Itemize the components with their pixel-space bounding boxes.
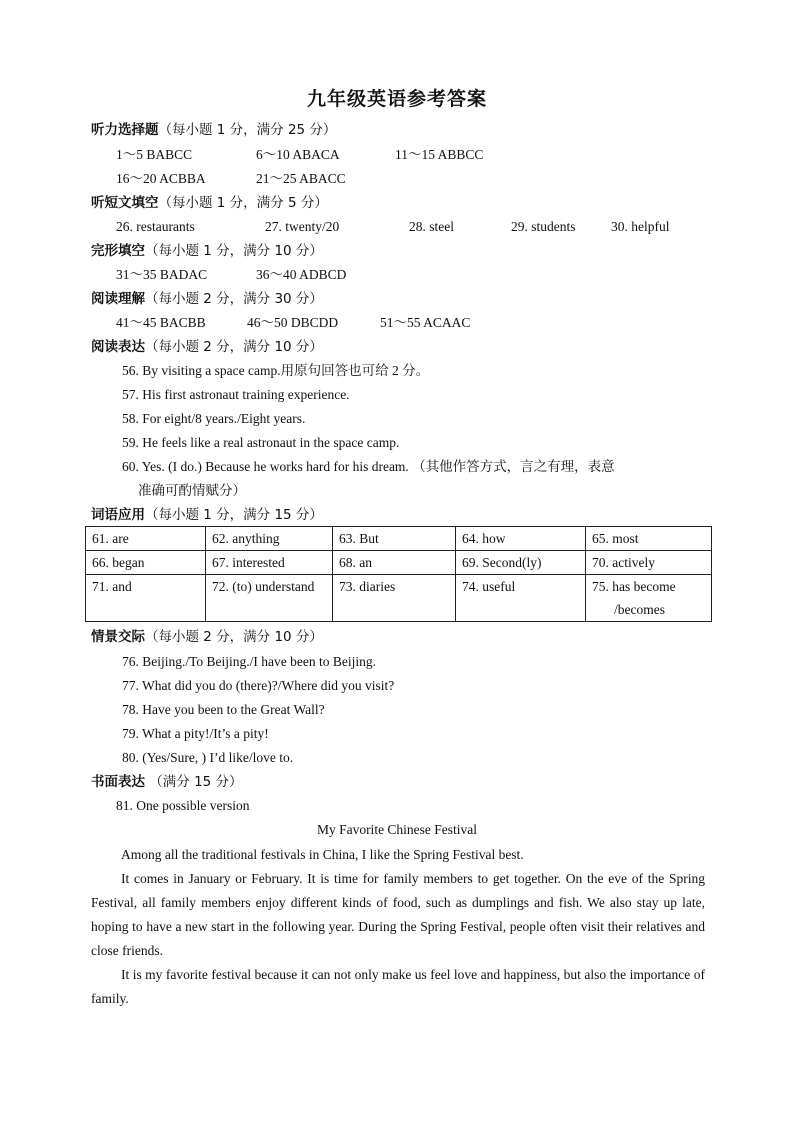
section-reading-expression	[91, 336, 323, 358]
section-heading: 阅读理解	[91, 291, 145, 307]
table-cell: 74. useful	[456, 575, 586, 622]
table-cell: 72. (to) understand	[206, 575, 333, 622]
section-score: （每小题 2 分，满分 10 分）	[145, 629, 323, 645]
essay-paragraph: Among all the traditional festivals in China, I like the Spring Festival best.	[121, 847, 524, 862]
answer-group: 31～35 BADAC	[116, 267, 208, 282]
section-writing	[91, 771, 243, 793]
answer-line: 56. By visiting a space camp.用原句回答也可给 2 分。	[122, 363, 430, 378]
answer-group: 1～5 BABCC	[116, 147, 193, 162]
answer-line: 80. (Yes/Sure, ) I’d like/love to.	[122, 750, 294, 765]
table-cell: 71. and	[86, 575, 206, 622]
section-heading: 听力选择题	[91, 122, 159, 138]
section-heading: 完形填空	[91, 243, 145, 259]
answer-item: 30. helpful	[611, 219, 670, 234]
answer-line: 79. What a pity!/It’s a pity!	[122, 726, 269, 741]
table-cell: 63. But	[333, 527, 456, 551]
table-row	[86, 551, 712, 575]
answer-line: 59. He feels like a real astronaut in the space camp.	[122, 435, 400, 450]
answer-row	[0, 312, 794, 334]
table-cell: 64. how	[456, 527, 586, 551]
table-cell-75	[586, 575, 712, 622]
table-cell: 73. diaries	[333, 575, 456, 622]
table-cell: 69. Second(ly)	[456, 551, 586, 575]
section-word-usage	[91, 504, 323, 526]
answer-row	[0, 216, 794, 238]
table-row	[86, 575, 712, 622]
section-heading: 阅读表达	[91, 339, 145, 355]
section-listening-choice	[91, 119, 336, 141]
section-score: （满分 15 分）	[145, 774, 243, 790]
table-cell: 70. actively	[586, 551, 712, 575]
page-title: 九年级英语参考答案	[306, 88, 487, 110]
section-score: （每小题 2 分，满分 10 分）	[145, 339, 323, 355]
section-score: （每小题 1 分，满分 25 分）	[158, 122, 337, 138]
answer-group: 11～15 ABBCC	[395, 147, 484, 162]
answer-item: 27. twenty/20	[265, 219, 340, 234]
cell-second-line: /becomes	[614, 602, 665, 617]
table-cell: 62. anything	[206, 527, 333, 551]
section-score: （每小题 2 分，满分 30 分）	[145, 291, 323, 307]
cell-first-line: 75. has become	[592, 579, 676, 594]
table-row	[86, 527, 712, 551]
answer-group: 16～20 ACBBA	[116, 171, 206, 186]
answer-item: 28. steel	[409, 219, 454, 234]
answer-line: 78. Have you been to the Great Wall?	[122, 702, 325, 717]
section-cloze	[91, 240, 323, 262]
answer-row	[0, 168, 794, 190]
table-cell: 65. most	[586, 527, 712, 551]
essay-body	[91, 843, 705, 1011]
answer-row	[0, 264, 794, 286]
answer-row	[0, 144, 794, 166]
answer-line: 60. Yes. (I do.) Because he works hard for his dream. （其他作答方式，言之有理，表意	[122, 459, 615, 474]
section-score: （每小题 1 分，满分 15 分）	[145, 507, 323, 523]
section-heading: 书面表达	[91, 774, 145, 790]
section-heading: 听短文填空	[91, 195, 159, 211]
answer-group: 21～25 ABACC	[256, 171, 346, 186]
answer-line: 58. For eight/8 years./Eight years.	[122, 411, 306, 426]
answer-group: 6～10 ABACA	[256, 147, 340, 162]
section-score: （每小题 1 分，满分 5 分）	[158, 195, 328, 211]
section-heading: 词语应用	[91, 507, 145, 523]
answer-line: 76. Beijing./To Beijing./I have been to Beijing.	[122, 654, 377, 669]
answer-item: 26. restaurants	[116, 219, 195, 234]
sample-version-label: 81. One possible version	[116, 798, 250, 813]
essay-title: My Favorite Chinese Festival	[316, 822, 478, 837]
section-heading: 情景交际	[91, 629, 145, 645]
answer-line-continuation: 准确可酌情赋分）	[138, 483, 246, 499]
section-situational	[91, 626, 323, 648]
answer-line: 57. His first astronaut training experience.	[122, 387, 350, 402]
section-score: （每小题 1 分，满分 10 分）	[145, 243, 323, 259]
answer-item: 29. students	[511, 219, 576, 234]
answer-line: 77. What did you do (there)?/Where did you visit?	[122, 678, 395, 693]
essay-paragraph: It is my favorite festival because it can not only make us feel love and happiness, but also the importance of family.	[91, 967, 705, 1006]
section-reading	[91, 288, 323, 310]
table-cell: 68. an	[333, 551, 456, 575]
answer-group: 41～45 BACBB	[116, 315, 206, 330]
table-cell: 61. are	[86, 527, 206, 551]
answer-group: 36～40 ADBCD	[256, 267, 347, 282]
essay-paragraph: It comes in January or February. It is time for family members to get together. On the eve of the Spring Festival, all family members enjoy different kinds of food, such as dumplings and fish. We also stay up late, hoping to have a new start in the following year. During the Spring Festival, people often visit their relatives and close friends.	[91, 871, 705, 958]
table-cell: 66. began	[86, 551, 206, 575]
word-usage-table	[85, 526, 712, 622]
answer-group: 51～55 ACAAC	[380, 315, 471, 330]
answer-group: 46～50 DBCDD	[247, 315, 339, 330]
section-short-fill	[91, 192, 328, 214]
table-cell: 67. interested	[206, 551, 333, 575]
